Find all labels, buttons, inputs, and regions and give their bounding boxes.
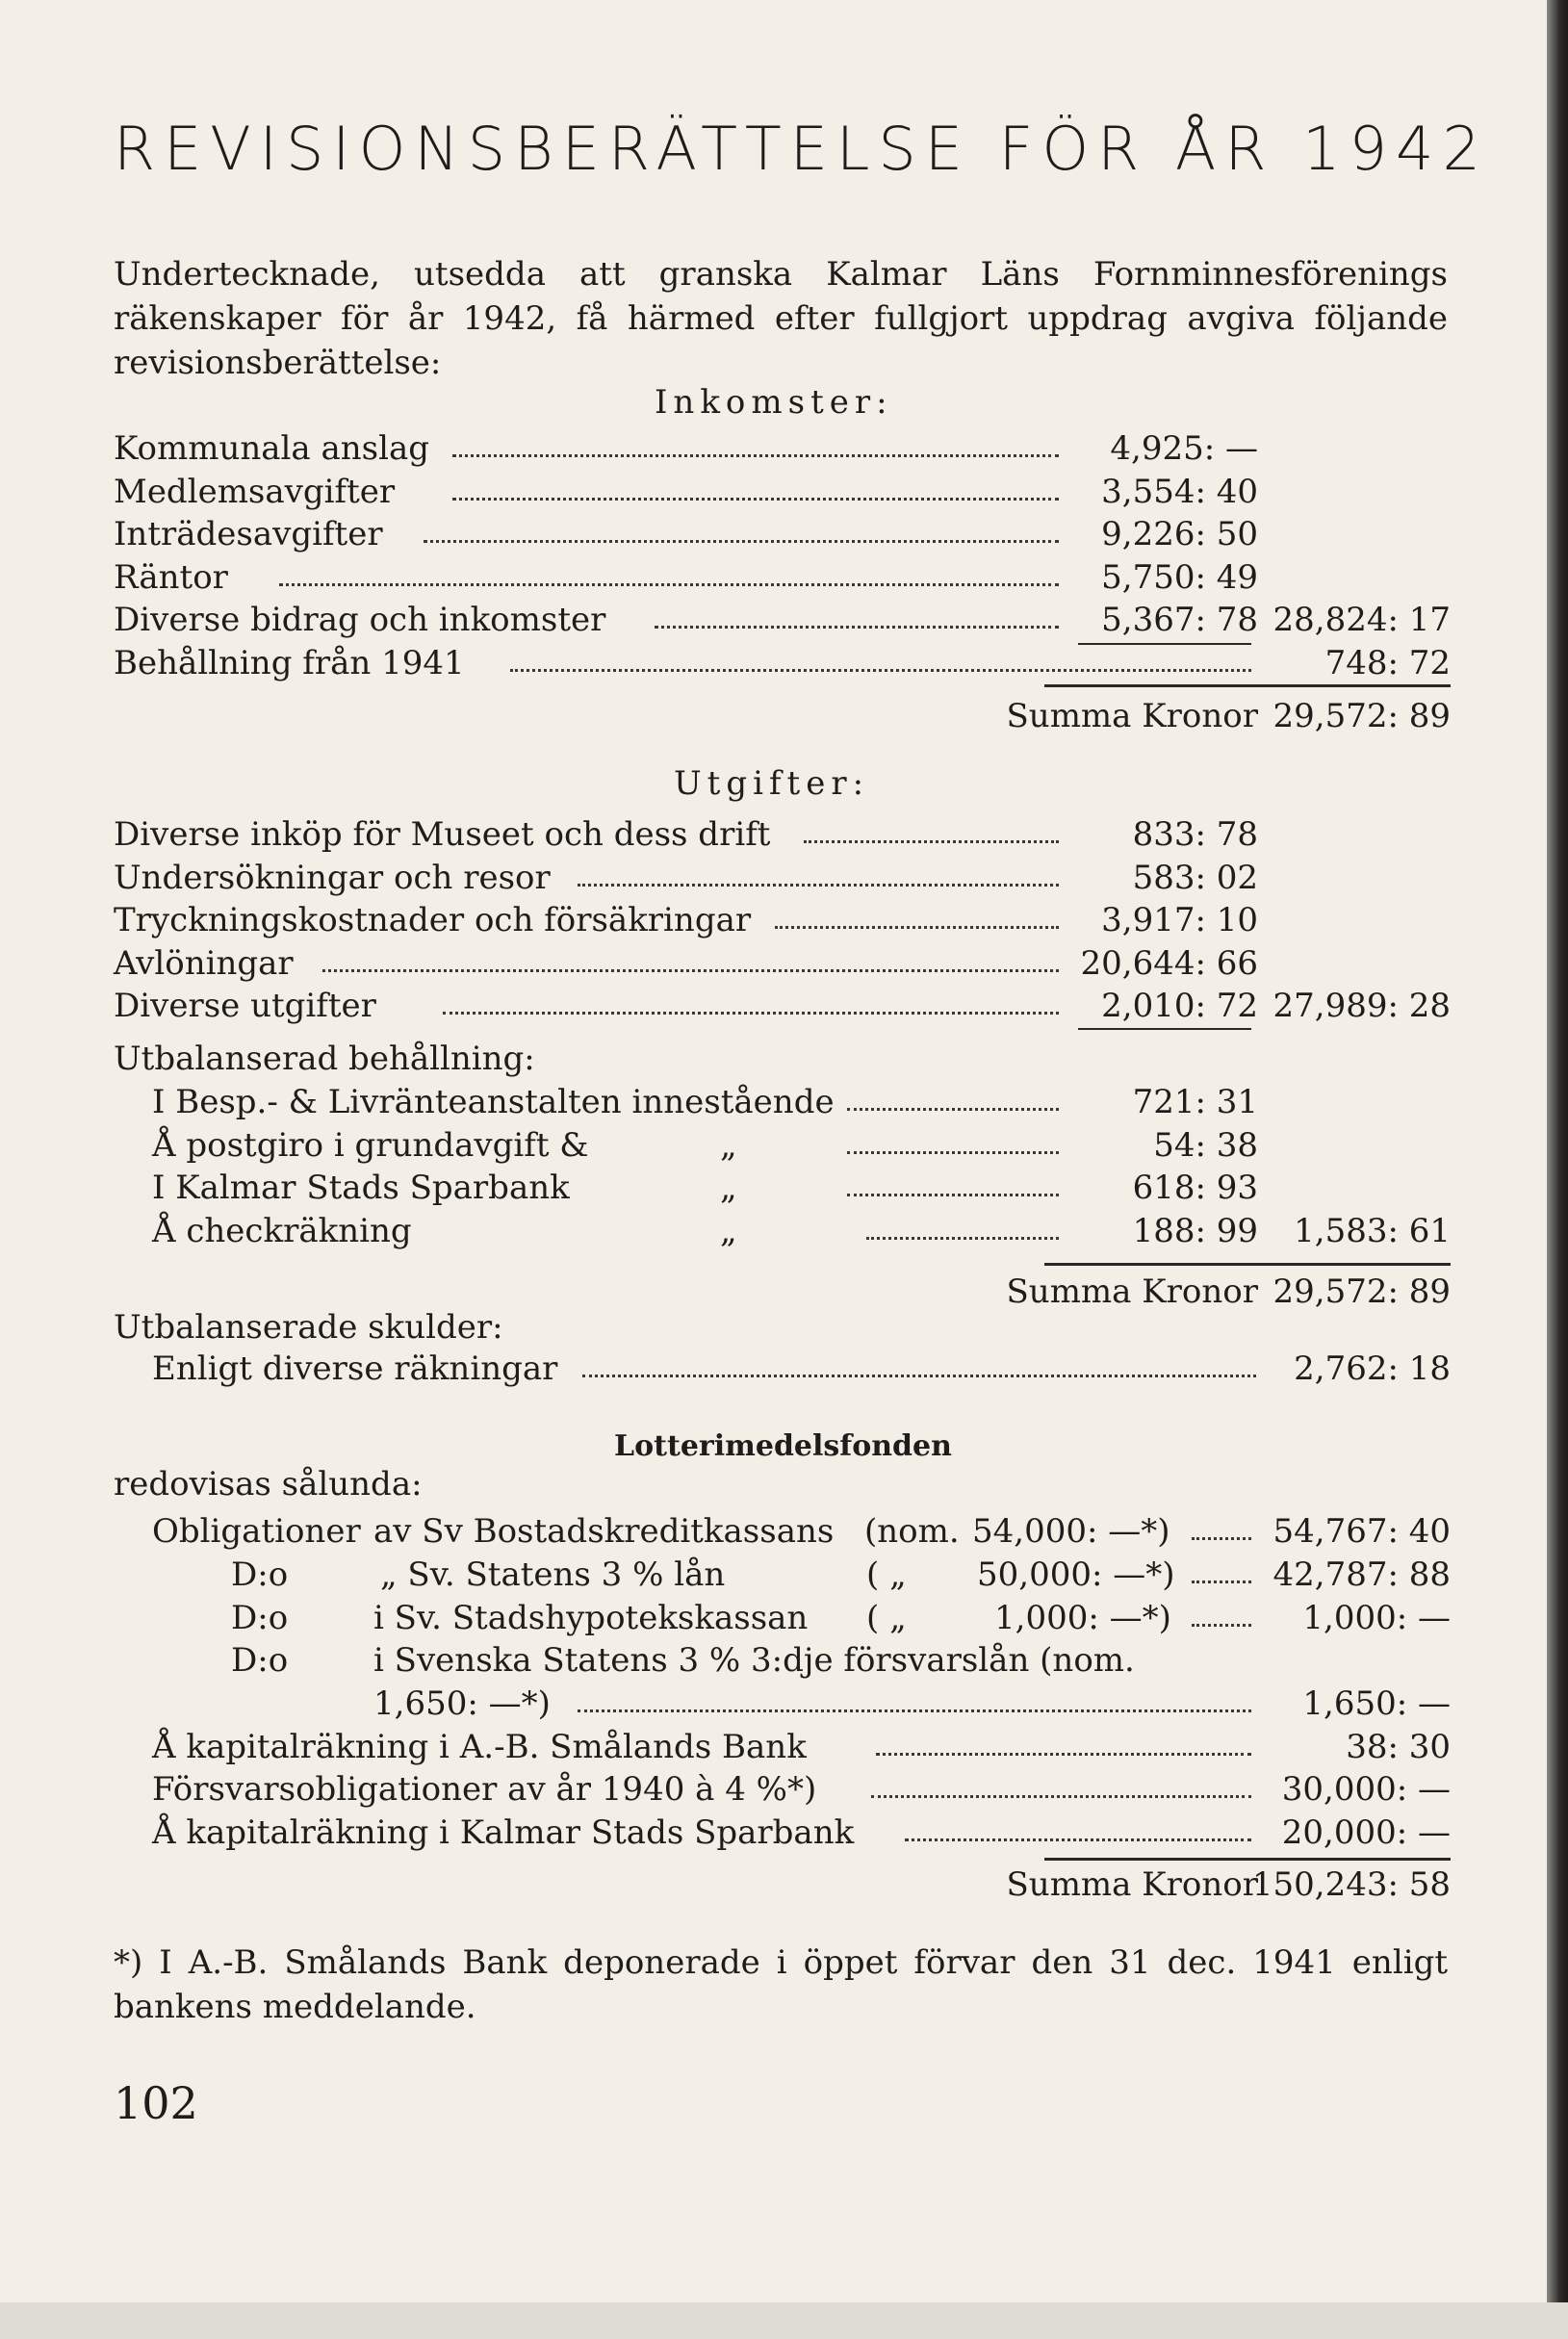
table-row (0, 1124, 1568, 1167)
row-label: I Kalmar Stads Sparbank (152, 1169, 570, 1207)
page-number: 102 (114, 2077, 198, 2129)
row-total: 27,989: 28 (1272, 987, 1451, 1025)
row-label: Behållning från 1941 (114, 644, 465, 682)
row-amount: 5,367: 78 (1101, 601, 1258, 639)
row-col1: Å kapitalräkning i Kalmar Stads Sparbank (152, 1813, 855, 1852)
row-amount: 833: 78 (1132, 815, 1258, 854)
table-row (0, 1726, 1568, 1768)
section-title-utgifter: Utgifter: (674, 764, 870, 803)
row-amount: 54: 38 (1153, 1126, 1258, 1165)
section-title-inkomster: Inkomster: (655, 383, 893, 422)
row-col2: i Svenska Statens 3 % 3:dje försvarslån (nom. (373, 1641, 1135, 1680)
row-label: Medlemsavgifter (114, 473, 396, 511)
row-col2: i Sv. Stadshypotekskassan (373, 1599, 809, 1637)
dot-leader (876, 1753, 1251, 1756)
table-row (0, 1510, 1568, 1553)
dot-leader (578, 1709, 1251, 1712)
lotteri-subtitle: redovisas sålunda: (114, 1465, 423, 1504)
row-label: Diverse inköp för Museet och dess drift (114, 815, 771, 854)
total-rule (1044, 1858, 1451, 1861)
row-total: 1,583: 61 (1294, 1212, 1451, 1250)
row-amount: 5,750: 49 (1101, 558, 1258, 597)
row-label: Diverse bidrag och inkomster (114, 601, 606, 639)
table-row (0, 857, 1568, 899)
dot-leader (279, 583, 1059, 586)
row-label: Å postgiro i grundavgift & (152, 1126, 589, 1165)
table-row (0, 513, 1568, 555)
table-row (0, 813, 1568, 856)
row-amount: 188: 99 (1132, 1212, 1258, 1250)
table-row (0, 1081, 1568, 1123)
row-col1: D:o (231, 1555, 289, 1594)
dot-leader (424, 540, 1059, 543)
table-row (0, 899, 1568, 941)
table-row (0, 1210, 1568, 1252)
row-col1: Obligationer (152, 1512, 361, 1551)
row-total: 30,000: — (1281, 1770, 1451, 1809)
row-amount: 721: 31 (1132, 1083, 1258, 1121)
summa-label: Summa Kronor (1006, 697, 1258, 735)
ditto-mark: „ (720, 1126, 737, 1165)
row-amount: 583: 02 (1132, 859, 1258, 897)
summa-value: 150,243: 58 (1251, 1865, 1451, 1904)
dot-leader (443, 1012, 1059, 1015)
summa-label: Summa Kronor (1006, 1865, 1258, 1904)
row-amount: 3,917: 10 (1101, 901, 1258, 939)
dot-leader (578, 884, 1059, 887)
dot-leader (847, 1108, 1059, 1111)
summa-row (0, 1863, 1568, 1906)
dot-leader (1192, 1537, 1251, 1540)
row-amount: 9,226: 50 (1101, 515, 1258, 553)
row-col1: D:o (231, 1599, 289, 1637)
subheading-row (0, 1038, 1568, 1080)
row-amount: 2,010: 72 (1101, 987, 1258, 1025)
row-col4: 50,000: —*) (977, 1555, 1175, 1594)
table-row (0, 642, 1568, 684)
dot-leader (452, 454, 1059, 457)
dot-leader (866, 1237, 1059, 1240)
total-rule (1044, 1263, 1451, 1266)
summa-value: 29,572: 89 (1272, 1272, 1451, 1311)
row-total: 1,000: — (1302, 1599, 1451, 1637)
ditto-mark: „ (720, 1169, 737, 1207)
row-label: Diverse utgifter (114, 987, 376, 1025)
table-row (0, 599, 1568, 641)
row-label: Tryckningskostnader och försäkringar (114, 901, 752, 939)
dot-leader (1192, 1581, 1251, 1583)
row-label: Undersökningar och resor (114, 859, 551, 897)
subheading-row (0, 1306, 1568, 1349)
row-col2: av Sv Bostadskreditkassans (373, 1512, 835, 1551)
row-col3: ( „ (866, 1599, 907, 1637)
page-heading: REVISIONSBERÄTTELSE FÖR ÅR 1942 (114, 114, 1489, 184)
row-col1: Försvarsobligationer av år 1940 à 4 %*) (152, 1770, 817, 1809)
dot-leader (847, 1194, 1059, 1196)
row-amount: 20,644: 66 (1080, 944, 1258, 983)
section-title-lotteri: Lotterimedelsfonden (614, 1429, 952, 1463)
table-row (0, 942, 1568, 985)
total-rule (1044, 684, 1451, 687)
table-row (0, 556, 1568, 599)
table-row (0, 1768, 1568, 1811)
row-label: Avlöningar (114, 944, 294, 983)
row-col1: D:o (231, 1641, 289, 1680)
row-label: Å checkräkning (152, 1212, 412, 1250)
table-row (0, 471, 1568, 513)
row-col3: ( „ (866, 1555, 907, 1594)
dot-leader (582, 1375, 1256, 1377)
row-amount: 618: 93 (1132, 1169, 1258, 1207)
row-total: 54,767: 40 (1272, 1512, 1451, 1551)
row-col4: 54,000: —*) (972, 1512, 1170, 1551)
debts-heading: Utbalanserade skulder: (114, 1308, 503, 1347)
summa-row (0, 695, 1568, 737)
table-row (0, 1554, 1568, 1596)
table-row (0, 1167, 1568, 1209)
row-total: 2,762: 18 (1294, 1349, 1451, 1388)
intro-paragraph: Undertecknade, utsedda att granska Kalmar Läns Fornminnesförenings räkenskaper för år 1942, få härmed efter fullgjort uppdrag avgiva följande revisionsberättelse: (114, 255, 1448, 382)
summa-value: 29,572: 89 (1272, 697, 1451, 735)
footnote: *) I A.-B. Smålands Bank deponerade i öppet förvar den 31 dec. 1941 enligt bankens meddelande. (114, 1943, 1448, 2026)
table-row (0, 1812, 1568, 1854)
row-total: 20,000: — (1281, 1813, 1451, 1852)
scan-border (0, 2302, 1568, 2339)
dot-leader (655, 626, 1059, 629)
dot-leader (775, 926, 1059, 929)
dot-leader (452, 498, 1059, 501)
row-label: Kommunala anslag (114, 429, 429, 468)
row-total: 38: 30 (1346, 1728, 1451, 1766)
table-row (0, 1348, 1568, 1390)
dot-leader (905, 1838, 1251, 1841)
table-row (0, 1597, 1568, 1639)
row-amount: 4,925: — (1110, 429, 1258, 468)
table-row (0, 1683, 1568, 1725)
row-total: 1,650: — (1302, 1684, 1451, 1723)
sum-rule (1078, 1028, 1251, 1030)
row-total: 28,824: 17 (1272, 601, 1451, 639)
row-total: 42,787: 88 (1272, 1555, 1451, 1594)
dot-leader (1192, 1624, 1251, 1627)
row-label: I Besp.- & Livränteanstalten innestående (152, 1083, 835, 1121)
row-label: Enligt diverse räkningar (152, 1349, 558, 1388)
row-label: Räntor (114, 558, 228, 597)
row-amount: 3,554: 40 (1101, 473, 1258, 511)
row-col1: Å kapitalräkning i A.-B. Smålands Bank (152, 1728, 807, 1766)
ditto-mark: „ (720, 1212, 737, 1250)
row-col2: „ Sv. Statens 3 % lån (380, 1555, 726, 1594)
row-col4: 1,000: —*) (994, 1599, 1171, 1637)
balance-heading: Utbalanserad behållning: (114, 1040, 535, 1078)
row-col2: 1,650: —*) (373, 1684, 551, 1723)
row-total: 748: 72 (1324, 644, 1451, 682)
dot-leader (871, 1795, 1251, 1798)
dot-leader (322, 969, 1059, 972)
dot-leader (510, 669, 1251, 672)
row-col3: (nom. (864, 1512, 960, 1551)
dot-leader (847, 1151, 1059, 1154)
row-label: Inträdesavgifter (114, 515, 383, 553)
table-row (0, 1639, 1568, 1682)
dot-leader (804, 840, 1059, 843)
subheading-row (0, 1463, 1568, 1505)
summa-label: Summa Kronor (1006, 1272, 1258, 1311)
table-row (0, 427, 1568, 470)
table-row (0, 985, 1568, 1027)
